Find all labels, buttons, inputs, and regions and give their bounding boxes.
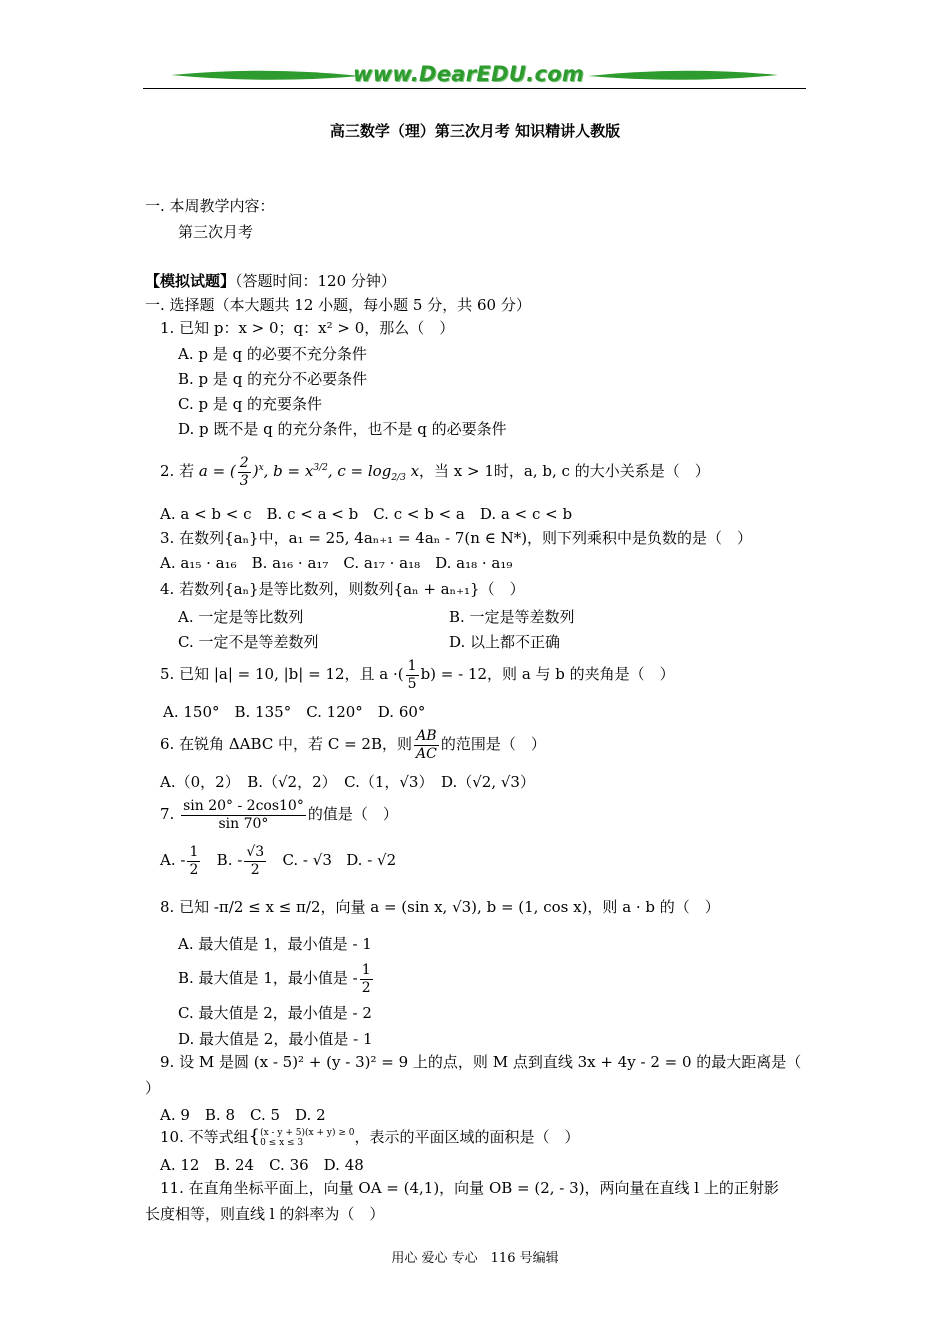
page-footer: 用心 爱心 专心 116 号编辑 bbox=[391, 1251, 559, 1266]
q10-options: A. 12 B. 24 C. 36 D. 48 bbox=[160, 1156, 364, 1174]
q2-prefix: 2. 若 bbox=[160, 462, 195, 480]
q7-stem bbox=[160, 794, 398, 834]
q7-options bbox=[160, 840, 396, 880]
q10-sys-1: (x - y + 5)(x + y) ≥ 0 bbox=[260, 1128, 355, 1138]
q7-option-b: B. - bbox=[216, 851, 243, 869]
q8-option-c: C. 最大值是 2，最小值是 - 2 bbox=[178, 1004, 372, 1022]
q4-option-b: B. 一定是等差数列 bbox=[449, 608, 575, 626]
q11-line2: 长度相等，则直线 l 的斜率为（ ） bbox=[145, 1205, 385, 1223]
q7-option-d: D. - √2 bbox=[346, 851, 397, 869]
q2-options: A. a < b < c B. c < a < b C. c < b < a D. a < c < b bbox=[160, 505, 573, 523]
exam-heading: 【模拟试题】 bbox=[145, 272, 236, 290]
site-header bbox=[143, 62, 806, 94]
section1-content: 第三次月考 bbox=[178, 223, 254, 241]
q10-stem-b: ，表示的平面区域的面积是（ ） bbox=[354, 1128, 580, 1146]
q6-options: A.（0，2） B.（√2，2） C.（1，√3） D.（√2, √3） bbox=[160, 773, 535, 791]
section1-heading: 一. 本周教学内容： bbox=[145, 197, 275, 215]
document-title bbox=[0, 120, 950, 141]
q9-options: A. 9 B. 8 C. 5 D. 2 bbox=[160, 1106, 326, 1124]
q3-stem: 3. 在数列{aₙ}中，a₁ = 25, 4aₙ₊₁ = 4aₙ - 7(n ∈ N*)，则下列乘积中是负数的是（ ） bbox=[160, 529, 753, 547]
q4-stem: 4. 若数列{aₙ}是等比数列，则数列{aₙ + aₙ₊₁}（ ） bbox=[160, 580, 525, 598]
q2-suffix: ，当 x > 1时，a, b, c 的大小关系是（ ） bbox=[419, 462, 710, 480]
q8-stem: 8. 已知 -π/2 ≤ x ≤ π/2，向量 a = (sin x, √3), b = (1, cos x)，则 a · b 的（ ） bbox=[160, 898, 720, 916]
q11-line1: 11. 在直角坐标平面上，向量 OA = (4,1)，向量 OB = (2, - 3)，两向量在直线 l 上的正射影 bbox=[160, 1179, 779, 1197]
q3-options: A. a₁₅ · a₁₆ B. a₁₆ · a₁₇ C. a₁₇ · a₁₈ D. a₁₈ · a₁₉ bbox=[160, 554, 513, 572]
q4-option-c: C. 一定不是等差数列 bbox=[178, 633, 319, 651]
q8-b-num: 1 bbox=[361, 961, 371, 978]
q5-stem-a: 5. 已知 |a| = 10, |b| = 12，且 a ·( bbox=[160, 665, 404, 683]
q7-b-den: 2 bbox=[250, 861, 260, 878]
q4-option-d: D. 以上都不正确 bbox=[449, 633, 561, 651]
q7-b-num: √3 bbox=[246, 843, 265, 860]
q8-option-a: A. 最大值是 1，最小值是 - 1 bbox=[178, 935, 372, 953]
q1-stem: 1. 已知 p：x > 0；q：x² > 0，那么（ ） bbox=[160, 319, 455, 337]
q7-suffix: 的值是（ ） bbox=[307, 805, 398, 823]
q8-b-den: 2 bbox=[361, 979, 371, 996]
part1-heading: 一. 选择题（本大题共 12 小题，每小题 5 分，共 60 分） bbox=[145, 296, 531, 314]
q6-stem bbox=[160, 724, 546, 764]
q7-frac-num: sin 20° - 2cos10° bbox=[183, 797, 304, 814]
q8-option-b-line bbox=[178, 958, 375, 998]
q6-stem-b: 的范围是（ ） bbox=[440, 735, 546, 753]
q5-stem-b: b) = - 12，则 a 与 b 的夹角是（ ） bbox=[420, 665, 675, 683]
q7-frac-den: sin 70° bbox=[218, 815, 269, 832]
site-logo[interactable]: www.DearEDU.com bbox=[353, 62, 585, 86]
title-edition: 人教版 bbox=[575, 122, 621, 140]
right-swoosh-decoration bbox=[588, 66, 778, 84]
q10-sys-2: 0 ≤ x ≤ 3 bbox=[260, 1138, 304, 1148]
q6-frac-den: AC bbox=[415, 745, 437, 762]
q7-prefix: 7. bbox=[160, 805, 175, 823]
q7-a-num: 1 bbox=[189, 843, 199, 860]
left-swoosh-decoration bbox=[171, 66, 361, 84]
title-main: 高三数学（理）第三次月考 知识精讲 bbox=[329, 122, 576, 140]
q8-option-b: B. 最大值是 1，最小值是 - bbox=[178, 969, 358, 987]
q2-formula: a = ( $\frac{2}{3}$ )$^x$, $b = x^{3/2}$, $c = \log_{2/3} x$ bbox=[198, 454, 420, 489]
q10-stem-a: 10. 不等式组 bbox=[160, 1128, 249, 1146]
q1-option-a: A. p 是 q 的必要不充分条件 bbox=[178, 345, 367, 363]
q7-option-c: C. - √3 bbox=[282, 851, 332, 869]
q2-stem bbox=[160, 448, 710, 498]
q5-options: A. 150° B. 135° C. 120° D. 60° bbox=[163, 703, 426, 721]
exam-time-note: （答题时间：120 分钟） bbox=[235, 272, 396, 290]
q9-stem: 9. 设 M 是圆 (x - 5)² + (y - 3)² = 9 上的点，则 M 点到直线 3x + 4y - 2 = 0 的最大距离是（ bbox=[160, 1053, 802, 1071]
q7-option-a: A. - bbox=[160, 851, 186, 869]
q1-option-d: D. p 既不是 q 的充分条件，也不是 q 的必要条件 bbox=[178, 420, 507, 438]
exam-heading-line bbox=[145, 271, 396, 291]
q8-option-d: D. 最大值是 2，最小值是 - 1 bbox=[178, 1030, 373, 1048]
q1-option-b: B. p 是 q 的充分不必要条件 bbox=[178, 370, 368, 388]
q4-option-a: A. 一定是等比数列 bbox=[178, 608, 304, 626]
q7-a-den: 2 bbox=[189, 861, 199, 878]
q10-stem: 10. 不等式组{ (x - y + 5)(x + y) ≥ 0 0 ≤ x ≤ 3 ，表示的平面区域的面积是（ ） bbox=[160, 1126, 580, 1148]
q6-stem-a: 6. 在锐角 ΔABC 中，若 C = 2B，则 bbox=[160, 735, 412, 753]
q1-option-c: C. p 是 q 的充要条件 bbox=[178, 395, 322, 413]
q5-stem: 5. 已知 |a| = 10, |b| = 12，且 a ·( $\frac{1}{5}$ b) = - 12，则 a 与 b 的夹角是（ ） bbox=[160, 657, 675, 692]
header-rule bbox=[143, 88, 806, 89]
q9-stem-cont: ） bbox=[145, 1079, 161, 1097]
q6-frac-num: AB bbox=[414, 728, 439, 746]
